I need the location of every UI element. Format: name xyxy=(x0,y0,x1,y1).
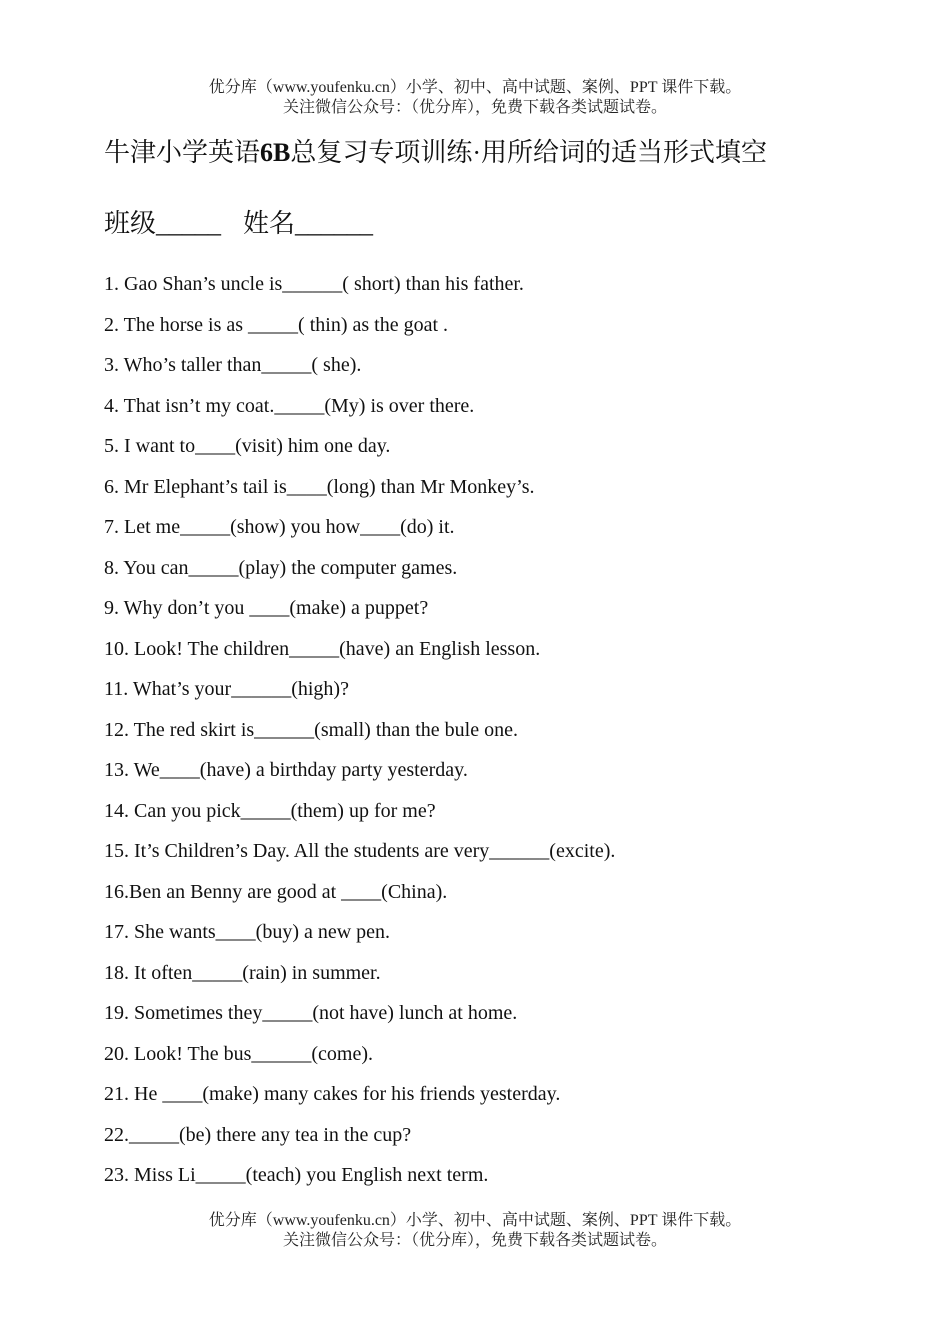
question-item: 1. Gao Shan’s uncle is______( short) than his father. xyxy=(104,273,524,295)
class-field: 班级_____ xyxy=(104,209,222,238)
question-item: 7. Let me_____(show) you how____(do) it. xyxy=(104,516,455,538)
question-item: 13. We____(have) a birthday party yesterday. xyxy=(104,759,468,781)
question-item: 17. She wants____(buy) a new pen. xyxy=(104,921,391,943)
question-item: 16.Ben an Benny are good at ____(China). xyxy=(104,880,448,903)
name-field: 姓名______ xyxy=(243,209,374,238)
question-item: 23. Miss Li_____(teach) you English next term. xyxy=(104,1164,489,1186)
question-item: 18. It often_____(rain) in summer. xyxy=(104,961,381,984)
question-item: 14. Can you pick_____(them) up for me? xyxy=(104,799,436,822)
question-item: 10. Look! The children_____(have) an English lesson. xyxy=(104,637,541,660)
footer-wechat-line: 关注微信公众号：（优分库），免费下载各类试题试卷。 xyxy=(282,1232,667,1249)
header-site-line: 优分库（www.youfenku.cn）小学、初中、高中试题、案例、PPT 课件下载。 xyxy=(208,79,742,96)
question-item: 22._____(be) there any tea in the cup? xyxy=(104,1123,412,1146)
title-grade: 6B xyxy=(260,138,291,167)
question-item: 21. He ____(make) many cakes for his friends yesterday. xyxy=(104,1083,561,1105)
title-prefix: 牛津小学英语 xyxy=(104,138,261,167)
question-item: 20. Look! The bus______(come). xyxy=(104,1042,374,1065)
question-item: 3. Who’s taller than_____( she). xyxy=(104,354,362,376)
question-item: 6. Mr Elephant’s tail is____(long) than Mr Monkey’s. xyxy=(104,475,535,498)
question-item: 4. That isn’t my coat._____(My) is over there. xyxy=(104,394,475,417)
class-name-fields xyxy=(104,207,373,241)
question-item: 2. The horse is as _____( thin) as the goat . xyxy=(104,313,449,336)
header-wechat-line: 关注微信公众号：（优分库），免费下载各类试题试卷。 xyxy=(282,99,667,116)
question-item: 19. Sometimes they_____(not have) lunch at home. xyxy=(104,1002,518,1024)
question-item: 5. I want to____(visit) him one day. xyxy=(104,435,391,457)
question-item: 8. You can_____(play) the computer games. xyxy=(104,556,458,579)
page-title xyxy=(104,136,767,170)
question-item: 9. Why don’t you ____(make) a puppet? xyxy=(104,597,429,619)
question-item: 11. What’s your______(high)? xyxy=(104,678,349,700)
footer-site-line: 优分库（www.youfenku.cn）小学、初中、高中试题、案例、PPT 课件下载。 xyxy=(208,1212,742,1229)
question-list xyxy=(104,270,924,1202)
title-suffix: 总复习专项训练·用所给词的适当形式填空 xyxy=(290,138,768,167)
question-item: 12. The red skirt is______(small) than the bule one. xyxy=(104,718,518,741)
question-item: 15. It’s Children’s Day. All the students are very______(excite). xyxy=(104,840,616,862)
